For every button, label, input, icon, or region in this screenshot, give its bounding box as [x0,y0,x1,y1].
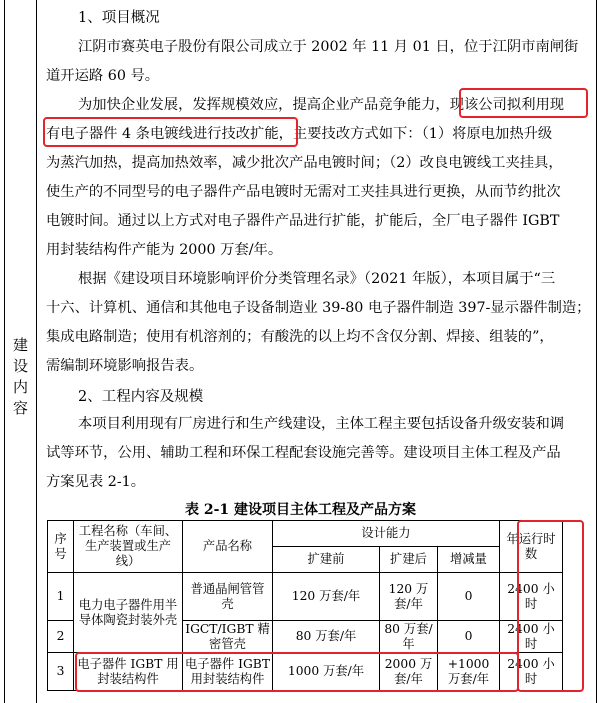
text-line: 用封装结构件产能为 2000 万套/年。 [46,242,283,258]
table-cell: 1 [48,573,74,621]
text-line: 方案见表 2-1。 [46,474,146,490]
table-cell: 120 万套/年 [380,573,438,621]
side-char: 内 [12,378,28,396]
text-line: 需编制环境影响报告表。 [46,358,204,374]
table-cell: 2400 小时 [500,621,563,653]
header-seq: 序号 [48,521,74,573]
header-change: 增减量 [438,547,500,573]
table-cell: 2 [48,621,74,653]
text-line: 为蒸汽加热，提高加热效率，减少批次产品电镀时间；（2）改良电镀线工夹挂具， [46,155,563,171]
table-cell: 电力电子器件用半导体陶瓷封装外壳 [74,573,183,653]
table-cell: 80 万套/年 [273,621,380,653]
table-cell: IGCT/IGBT 精密管壳 [183,621,273,653]
table-cell: 电子器件 IGBT 用封装结构件 [74,653,183,691]
text-line: 有电子器件 4 条电镀线进行技改扩能，主要技改方式如下：（1）将原电加热升级 [46,126,553,142]
text-line: 电镀时间。通过以上方式对电子器件产品进行扩能，扩能后，全厂电子器件 IGBT [46,213,560,229]
header-after: 扩建后 [380,547,438,573]
table-cell: 0 [438,621,500,653]
side-label [4,335,37,419]
highlight-box [459,88,588,118]
section1-heading: 1、项目概况 [78,10,160,26]
text-line: 集成电路制造；使用有机溶剂的；有酸洗的以上均不含仅分割、焊接、组装的”， [46,329,554,345]
side-char: 建 [12,336,28,354]
table-cell: 2000 万套/年 [380,653,438,691]
highlight-box [43,117,298,147]
text-line: 使生产的不同型号的电子器件产品电镀时无需对工夹挂具进行更换，从而节约批次 [46,184,561,200]
table-cell: 电子器件 IGBT 用封装结构件 [183,653,273,691]
table-caption: 表 2-1 建设项目主体工程及产品方案 [184,502,417,518]
table-cell: 普通晶闸管管壳 [183,573,273,621]
table-cell: 3 [48,653,74,691]
header-hours: 年运行时数 [500,521,563,573]
table-cell: +1000 万套/年 [438,653,500,691]
text-line: 十六、计算机、通信和其他电子设备制造业 39-80 电子器件制造 397-显示器件制造； [46,300,591,316]
header-project: 工程名称（车间、生产装置或生产线） [74,521,183,573]
header-product: 产品名称 [183,521,273,573]
table-cell: 2400 小时 [500,573,563,621]
text-line: 江阴市赛英电子股份有限公司成立于 2002 年 11 月 01 日，位于江阴市南闸街 [78,39,579,55]
table-cell: 2400 小时 [500,653,563,691]
text-line: 为加快企业发展，发挥规模效应，提高企业产品竞争能力，现该公司拟利用现 [78,97,565,113]
section2-heading: 2、工程内容及规模 [78,389,204,405]
header-capacity: 设计能力 [273,521,500,547]
table-cell: 80 万套/年 [380,621,438,653]
text-line: 本项目利用现有厂房进行和生产线建设，主体工程主要包括设备升级安装和调 [78,416,565,432]
highlight-box [75,652,519,692]
table-cell: 120 万套/年 [273,573,380,621]
text-line: 根据《建设项目环境影响评价分类管理名录》（2021 年版），本项目属于“三 [78,271,556,287]
table-cell: 1000 万套/年 [273,653,380,691]
text-line: 试等环节，公用、辅助工程和环保工程配套设施完善等。建设项目主体工程及产品 [46,445,561,461]
side-char: 设 [12,357,28,375]
header-before: 扩建前 [273,547,380,573]
table-cell: 0 [438,573,500,621]
text-line: 道开运路 60 号。 [46,68,160,84]
highlight-box [517,520,584,692]
side-char: 容 [12,399,28,417]
